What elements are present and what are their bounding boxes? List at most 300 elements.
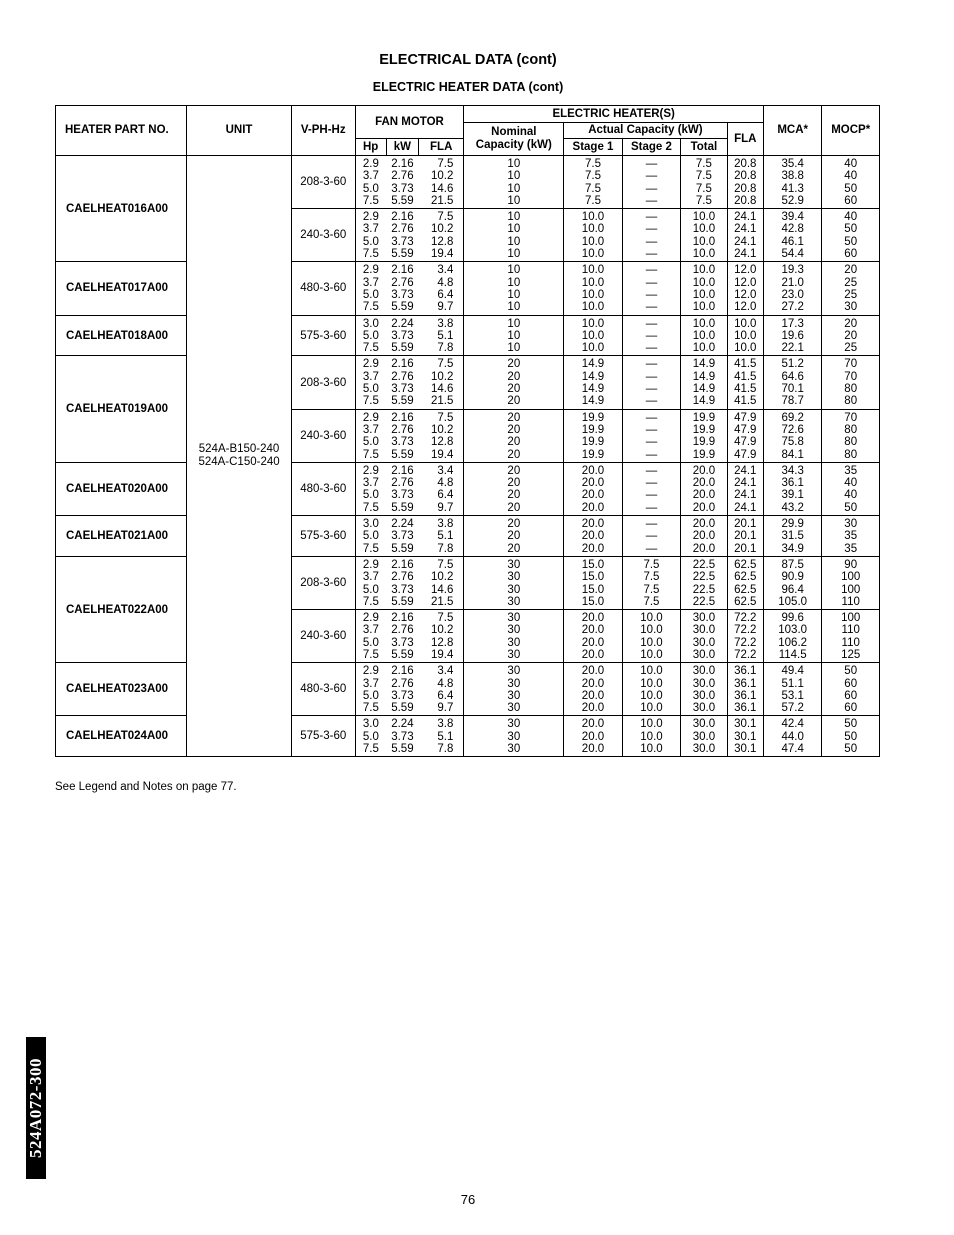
cell-value: 7.5 (643, 583, 660, 596)
cell-value: 30 (507, 636, 521, 649)
cell-value: 20.0 (692, 477, 716, 490)
cell-mca (763, 462, 821, 515)
cell-value: — (645, 211, 658, 224)
cell-value: 10 (507, 264, 521, 277)
cell-value: 10 (507, 182, 521, 195)
cell-value: 30.0 (692, 718, 716, 731)
cell-value: 9.7 (437, 301, 454, 314)
cell-value: 30.0 (692, 689, 716, 702)
cell-kw (386, 663, 418, 716)
cell-value: 10.0 (581, 276, 605, 289)
cell-value: 12.8 (431, 235, 454, 248)
cell-value: 3.73 (391, 730, 414, 743)
cell-fla (419, 315, 464, 356)
cell-hp (355, 409, 386, 462)
cell-value: 5.59 (391, 301, 414, 314)
cell-value: 30.1 (734, 730, 757, 743)
cell-value: 2.76 (391, 276, 414, 289)
cell-value: 20.0 (692, 464, 716, 477)
cell-value: 5.59 (391, 501, 414, 514)
cell-value: 3.7 (362, 370, 379, 383)
voltage-phase-hz: 240-3-60 (291, 209, 355, 262)
cell-value: 5.0 (362, 288, 379, 301)
cell-value: — (645, 530, 658, 543)
cell-value: 19.9 (692, 423, 716, 436)
cell-value: 69.2 (781, 411, 804, 424)
cell-kw (386, 610, 418, 663)
cell-value: 5.59 (391, 542, 414, 555)
cell-value: 7.5 (362, 395, 379, 408)
cell-value: 2.24 (391, 518, 414, 531)
cell-value: 21.5 (431, 194, 454, 207)
cell-value: 7.5 (437, 211, 454, 224)
cell-value: 53.1 (781, 689, 804, 702)
cell-value: 10 (507, 223, 521, 236)
cell-value: 30 (507, 612, 521, 625)
cell-value: 20.0 (581, 501, 605, 514)
cell-mocp (822, 610, 880, 663)
unit-models (187, 156, 292, 757)
cell-value: 114.5 (778, 648, 807, 661)
cell-value: 12.0 (734, 301, 757, 314)
table-body (56, 156, 880, 757)
cell-value: 24.1 (734, 248, 757, 261)
cell-stage1 (564, 209, 622, 262)
cell-value: — (645, 518, 658, 531)
cell-value: 50 (844, 501, 858, 514)
cell-value: 5.1 (437, 730, 454, 743)
cell-value: 19.9 (692, 411, 716, 424)
heater-part-number: CAELHEAT017A00 (56, 262, 187, 315)
cell-fla (419, 409, 464, 462)
cell-value: 47.9 (734, 448, 757, 461)
cell-value: 10.0 (581, 288, 605, 301)
cell-value: 3.4 (437, 464, 454, 477)
cell-hp (355, 610, 386, 663)
cell-value: — (645, 248, 658, 261)
cell-nominal (464, 556, 564, 609)
cell-value: 3.73 (391, 182, 414, 195)
cell-value: 3.7 (362, 276, 379, 289)
cell-value: 5.59 (391, 248, 414, 261)
cell-value: 19.4 (431, 448, 454, 461)
cell-value: — (645, 395, 658, 408)
cell-value: 19.9 (581, 423, 605, 436)
cell-mocp (822, 356, 880, 409)
cell-value: 110 (841, 624, 860, 637)
cell-value: 20.0 (581, 665, 605, 678)
cell-value: 20 (507, 489, 521, 502)
cell-value: 40 (844, 211, 858, 224)
cell-value: 2.16 (391, 358, 414, 371)
header-v-ph-hz: V-PH-Hz (291, 106, 355, 156)
cell-value: 10.0 (692, 235, 716, 248)
cell-value: 35 (844, 542, 858, 555)
voltage-phase-hz: 240-3-60 (291, 409, 355, 462)
cell-value: 20.0 (692, 542, 716, 555)
cell-hfla (727, 610, 763, 663)
cell-value: 22.1 (781, 342, 804, 355)
cell-hfla (727, 356, 763, 409)
cell-value: 27.2 (781, 301, 804, 314)
cell-value: 10.0 (640, 677, 663, 690)
cell-value: 50 (844, 718, 858, 731)
cell-mca (763, 516, 821, 557)
cell-value: 87.5 (781, 558, 804, 571)
cell-stage1 (564, 716, 622, 757)
cell-value: 46.1 (781, 235, 804, 248)
cell-value: 42.4 (781, 718, 804, 731)
cell-value: 30.0 (692, 677, 716, 690)
cell-total (681, 610, 727, 663)
cell-value: 80 (844, 423, 858, 436)
cell-value: 14.9 (581, 383, 605, 396)
cell-value: 4.8 (437, 477, 454, 490)
cell-value: 75.8 (781, 436, 804, 449)
cell-value: 90 (844, 558, 858, 571)
cell-value: 41.3 (781, 182, 804, 195)
cell-value: — (645, 358, 658, 371)
cell-kw (386, 556, 418, 609)
cell-value: 99.6 (781, 612, 804, 625)
cell-kw (386, 462, 418, 515)
cell-value: 7.5 (695, 182, 712, 195)
cell-value: 25 (844, 288, 858, 301)
cell-value: 3.73 (391, 636, 414, 649)
cell-total (681, 262, 727, 315)
cell-value: — (645, 317, 658, 330)
cell-kw (386, 156, 418, 209)
cell-value: 10.0 (692, 264, 716, 277)
cell-value: 30.1 (734, 743, 757, 756)
cell-value: 10.0 (640, 743, 663, 756)
cell-value: 40 (844, 489, 858, 502)
cell-value: 80 (844, 448, 858, 461)
cell-value: 5.0 (362, 583, 379, 596)
cell-value: 10.0 (692, 211, 716, 224)
cell-value: 19.9 (581, 448, 605, 461)
cell-value: 3.7 (362, 423, 379, 436)
cell-value: 7.5 (437, 411, 454, 424)
cell-value: 22.5 (692, 583, 716, 596)
cell-value: — (645, 194, 658, 207)
cell-fla (419, 556, 464, 609)
cell-value: 4.8 (437, 276, 454, 289)
cell-value: 7.5 (362, 501, 379, 514)
cell-value: 47.9 (734, 436, 757, 449)
cell-total (681, 663, 727, 716)
cell-value: 5.0 (362, 636, 379, 649)
voltage-phase-hz: 208-3-60 (291, 156, 355, 209)
cell-value: 2.16 (391, 211, 414, 224)
cell-value: 60 (844, 194, 858, 207)
cell-value: 14.9 (692, 383, 716, 396)
cell-value: 9.7 (437, 501, 454, 514)
cell-value: 20.0 (581, 702, 605, 715)
unit-model: 524A-C150-240 (198, 456, 280, 469)
cell-value: 19.4 (431, 648, 454, 661)
cell-value: 30 (507, 571, 521, 584)
header-electric-heaters: ELECTRIC HEATER(S) (464, 106, 764, 123)
cell-value: 57.2 (781, 702, 804, 715)
table-row (56, 663, 880, 716)
cell-value: 52.9 (781, 194, 804, 207)
heater-part-number: CAELHEAT019A00 (56, 356, 187, 462)
cell-nominal (464, 356, 564, 409)
cell-value: 40 (844, 170, 858, 183)
cell-mca (763, 209, 821, 262)
cell-fla (419, 462, 464, 515)
cell-value: 30.0 (692, 612, 716, 625)
cell-value: 3.7 (362, 170, 379, 183)
cell-value: — (645, 329, 658, 342)
cell-mocp (822, 156, 880, 209)
cell-value: 24.1 (734, 235, 757, 248)
cell-value: 10.0 (734, 317, 757, 330)
cell-value: 20 (844, 264, 858, 277)
cell-total (681, 516, 727, 557)
cell-nominal (464, 315, 564, 356)
cell-stage2 (622, 409, 680, 462)
cell-value: 35 (844, 530, 858, 543)
cell-value: 3.73 (391, 583, 414, 596)
cell-value: 20.0 (581, 518, 605, 531)
cell-value: 30.0 (692, 743, 716, 756)
cell-value: 22.5 (692, 571, 716, 584)
cell-value: 60 (844, 677, 858, 690)
table-row (56, 462, 880, 515)
cell-value: 2.9 (362, 665, 379, 678)
cell-value: 72.2 (734, 648, 757, 661)
cell-value: 10 (507, 170, 521, 183)
cell-value: 30.0 (692, 665, 716, 678)
cell-value: 2.9 (362, 158, 379, 170)
cell-stage2 (622, 716, 680, 757)
cell-value: 10 (507, 235, 521, 248)
cell-value: 47.9 (734, 423, 757, 436)
cell-value: 7.5 (362, 648, 379, 661)
side-tab-label: 524A072-300 (26, 1058, 45, 1158)
header-fan-fla: FLA (419, 139, 464, 156)
cell-value: 20.8 (734, 170, 757, 183)
cell-hfla (727, 315, 763, 356)
heater-part-number: CAELHEAT021A00 (56, 516, 187, 557)
cell-value: 30 (507, 665, 521, 678)
cell-value: 10.2 (431, 423, 454, 436)
cell-hp (355, 156, 386, 209)
cell-value: 20 (507, 383, 521, 396)
cell-mca (763, 610, 821, 663)
cell-value: 20.0 (692, 518, 716, 531)
cell-value: 30.1 (734, 718, 757, 731)
cell-nominal (464, 663, 564, 716)
cell-stage2 (622, 556, 680, 609)
cell-value: 3.7 (362, 624, 379, 637)
cell-value: 96.4 (781, 583, 804, 596)
cell-value: 47.4 (781, 743, 804, 756)
cell-value: 20 (507, 436, 521, 449)
cell-value: 80 (844, 436, 858, 449)
cell-value: 7.5 (437, 158, 454, 170)
cell-value: 14.9 (692, 395, 716, 408)
cell-value: 10.2 (431, 170, 454, 183)
voltage-phase-hz: 480-3-60 (291, 262, 355, 315)
cell-value: 2.16 (391, 464, 414, 477)
header-stage-1: Stage 1 (564, 139, 622, 156)
cell-value: 62.5 (734, 595, 757, 608)
cell-value: 105.0 (778, 595, 808, 608)
cell-value: 5.59 (391, 342, 414, 355)
cell-value: 15.0 (581, 571, 605, 584)
cell-value: 70.1 (781, 383, 804, 396)
cell-total (681, 409, 727, 462)
cell-value: 3.73 (391, 235, 414, 248)
cell-value: 30.0 (692, 730, 716, 743)
cell-value: 51.1 (781, 677, 804, 690)
cell-value: 30 (844, 518, 858, 531)
cell-value: — (645, 276, 658, 289)
cell-value: 5.59 (391, 743, 414, 756)
cell-value: 7.5 (695, 194, 712, 207)
cell-hp (355, 262, 386, 315)
cell-value: 10.0 (581, 301, 605, 314)
cell-value: 36.1 (781, 477, 804, 490)
cell-value: 7.5 (584, 158, 601, 170)
cell-value: — (645, 288, 658, 301)
cell-value: 36.1 (734, 689, 757, 702)
cell-kw (386, 356, 418, 409)
cell-mocp (822, 209, 880, 262)
cell-value: 20.0 (692, 501, 716, 514)
cell-value: — (645, 223, 658, 236)
cell-stage1 (564, 516, 622, 557)
cell-value: 3.7 (362, 223, 379, 236)
cell-value: 20.0 (581, 677, 605, 690)
cell-value: 3.4 (437, 665, 454, 678)
cell-value: 10 (507, 342, 521, 355)
cell-value: 50 (844, 743, 858, 756)
cell-stage2 (622, 663, 680, 716)
cell-hfla (727, 409, 763, 462)
cell-value: 24.1 (734, 489, 757, 502)
header-kw: kW (386, 139, 418, 156)
cell-value: 62.5 (734, 558, 757, 571)
cell-hp (355, 462, 386, 515)
cell-kw (386, 209, 418, 262)
cell-hp (355, 716, 386, 757)
cell-value: 10.0 (692, 329, 716, 342)
cell-value: 6.4 (437, 489, 454, 502)
cell-value: — (645, 170, 658, 183)
cell-value: 51.2 (781, 358, 804, 371)
voltage-phase-hz: 480-3-60 (291, 663, 355, 716)
cell-value: 30.0 (692, 648, 716, 661)
cell-hfla (727, 663, 763, 716)
cell-value: 7.5 (584, 170, 601, 183)
footnote: See Legend and Notes on page 77. (55, 781, 237, 793)
cell-nominal (464, 516, 564, 557)
cell-value: 3.73 (391, 383, 414, 396)
cell-mocp (822, 315, 880, 356)
cell-stage2 (622, 462, 680, 515)
cell-hfla (727, 516, 763, 557)
cell-value: 19.9 (581, 436, 605, 449)
cell-nominal (464, 610, 564, 663)
heater-part-number: CAELHEAT016A00 (56, 156, 187, 262)
cell-value: 2.16 (391, 264, 414, 277)
heater-part-number: CAELHEAT020A00 (56, 462, 187, 515)
cell-value: 100 (841, 571, 861, 584)
cell-value: 7.5 (437, 558, 454, 571)
cell-value: 100 (841, 612, 861, 625)
cell-value: 10.0 (640, 730, 663, 743)
voltage-phase-hz: 240-3-60 (291, 610, 355, 663)
cell-value: 10.0 (692, 248, 716, 261)
cell-value: 10 (507, 301, 521, 314)
cell-value: 20.0 (581, 612, 605, 625)
page-number: 76 (460, 1192, 476, 1207)
cell-value: 30 (507, 730, 521, 743)
cell-value: 3.0 (362, 518, 379, 531)
cell-value: 14.9 (692, 370, 716, 383)
cell-hfla (727, 462, 763, 515)
cell-value: 30 (507, 558, 521, 571)
cell-hp (355, 556, 386, 609)
cell-value: 34.3 (781, 464, 804, 477)
cell-value: 10.0 (692, 223, 716, 236)
cell-value: 7.5 (362, 248, 379, 261)
cell-value: 20 (507, 358, 521, 371)
cell-value: 2.16 (391, 612, 414, 625)
cell-kw (386, 716, 418, 757)
cell-value: 21.5 (431, 395, 454, 408)
cell-value: 10 (507, 317, 521, 330)
cell-value: 103.0 (778, 624, 808, 637)
cell-value: 2.76 (391, 571, 414, 584)
cell-value: 7.5 (362, 194, 379, 207)
cell-value: 7.8 (437, 542, 454, 555)
cell-fla (419, 663, 464, 716)
cell-value: 23.0 (781, 288, 804, 301)
cell-value: 2.16 (391, 558, 414, 571)
cell-value: 10.0 (692, 301, 716, 314)
cell-value: — (645, 370, 658, 383)
cell-value: 9.7 (437, 702, 454, 715)
cell-value: 7.5 (362, 342, 379, 355)
cell-value: 10.0 (640, 689, 663, 702)
cell-nominal (464, 156, 564, 209)
cell-value: 72.2 (734, 636, 757, 649)
cell-value: 5.59 (391, 595, 414, 608)
cell-value: 7.5 (437, 358, 454, 371)
cell-value: 12.0 (734, 288, 757, 301)
cell-value: 2.9 (362, 264, 379, 277)
cell-value: 41.5 (734, 383, 757, 396)
cell-value: 20 (844, 317, 858, 330)
cell-value: 2.24 (391, 317, 414, 330)
cell-hfla (727, 716, 763, 757)
table-row (56, 156, 880, 209)
cell-value: 3.0 (362, 317, 379, 330)
cell-value: 5.59 (391, 448, 414, 461)
header-actual-capacity: Actual Capacity (kW) (564, 123, 727, 139)
cell-value: 2.16 (391, 665, 414, 678)
cell-value: 15.0 (581, 583, 605, 596)
cell-stage2 (622, 516, 680, 557)
cell-mocp (822, 409, 880, 462)
cell-value: 50 (844, 730, 858, 743)
cell-value: 5.59 (391, 648, 414, 661)
